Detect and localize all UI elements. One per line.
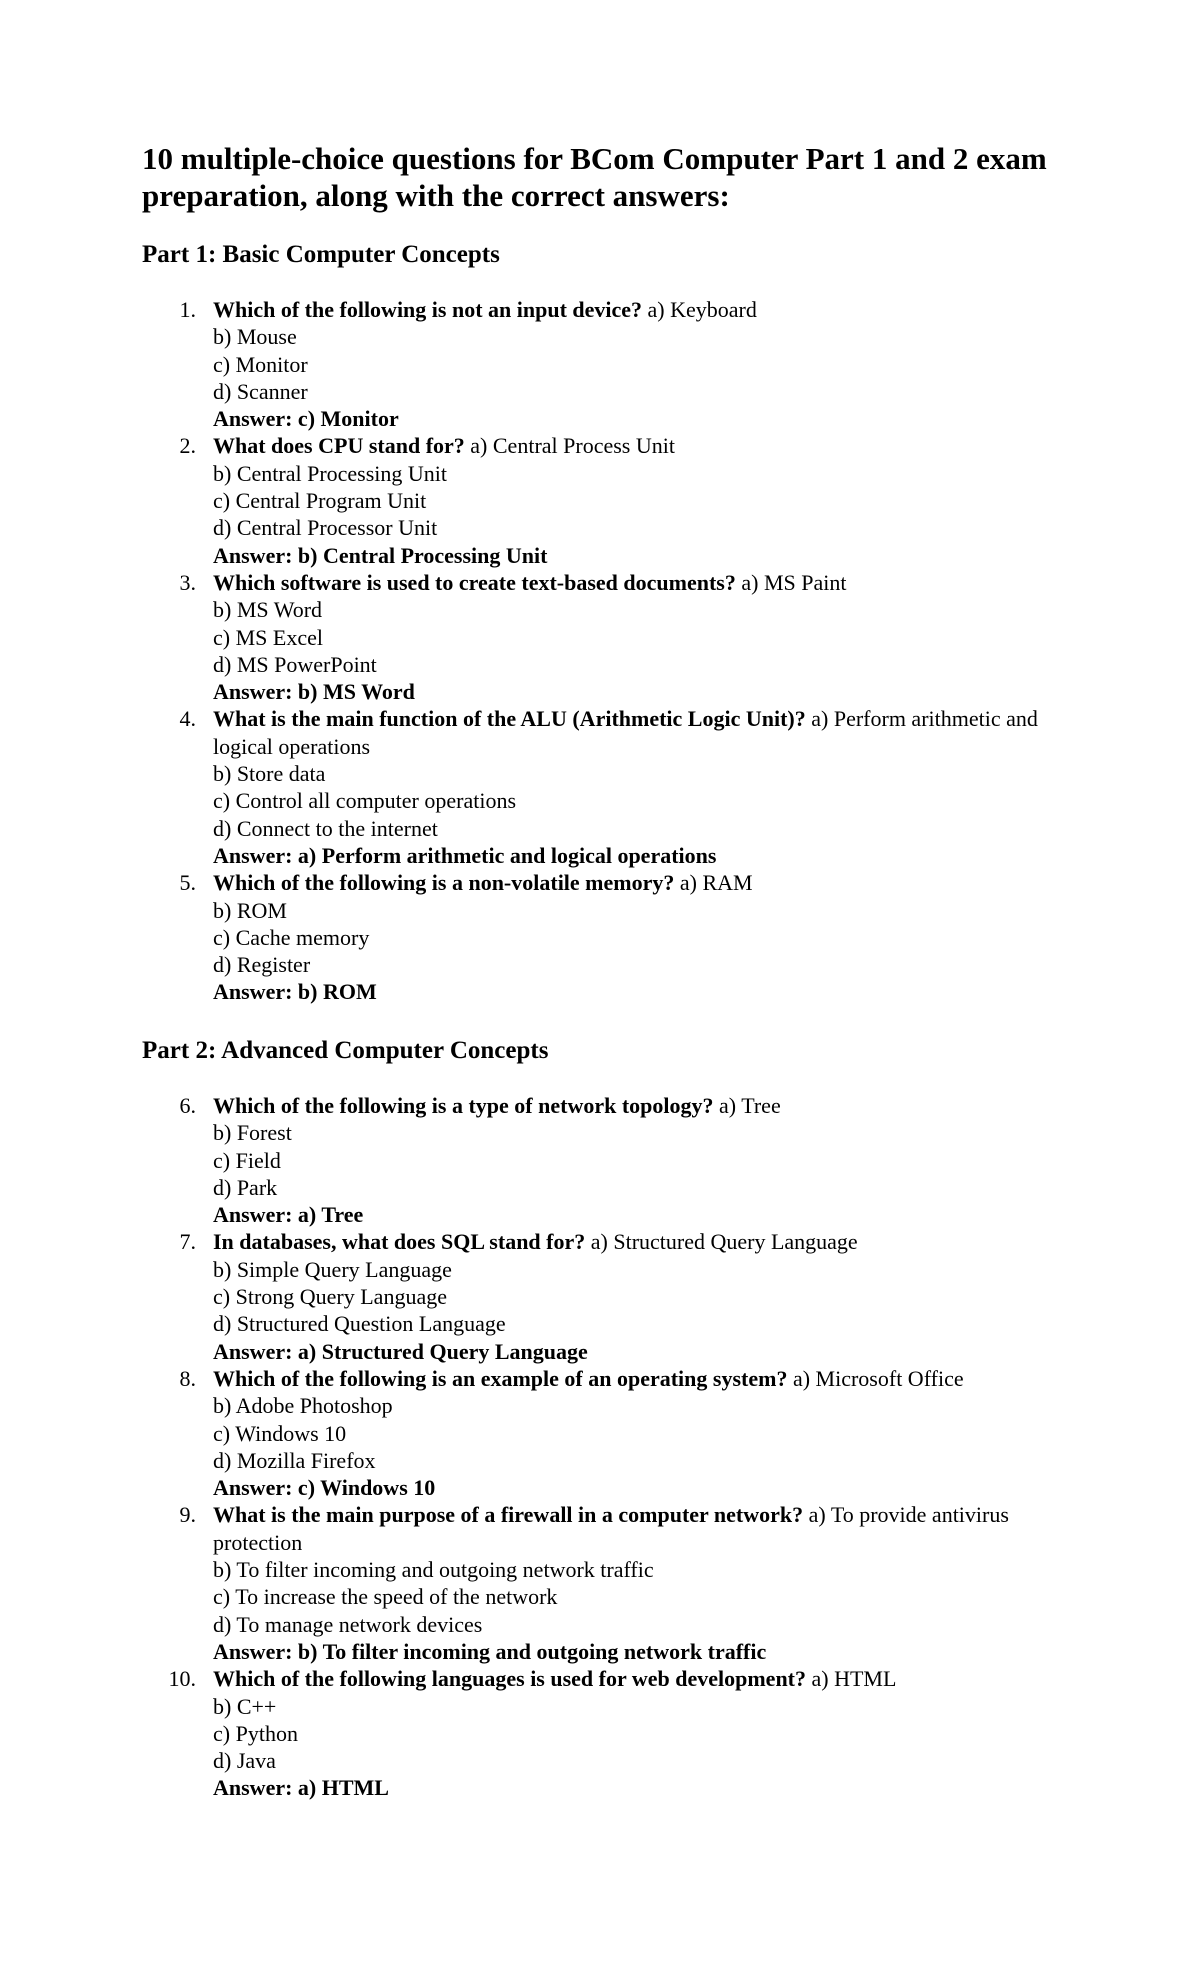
question-number: 3.: [179, 569, 196, 595]
option-a: a) To provide antivirus protection: [213, 1502, 1009, 1555]
question-text: Which of the following is a type of network topology?: [213, 1093, 714, 1118]
option-d: d) Park: [213, 1174, 278, 1200]
question-item: [142, 569, 1102, 705]
option-b: b) ROM: [213, 897, 287, 923]
option-a: a) MS Paint: [741, 569, 847, 595]
document-title: 10 multiple-choice questions for BCom Computer Part 1 and 2 exam preparation, along with the correct answers:: [142, 141, 1047, 213]
answer: Answer: a) Perform arithmetic and logical operations: [213, 842, 717, 868]
answer: Answer: a) Tree: [213, 1202, 364, 1228]
option-c: c) Control all computer operations: [213, 788, 517, 814]
option-d: d) Scanner: [213, 378, 308, 404]
option-d: d) Register: [213, 952, 311, 978]
option-d: d) Structured Question Language: [213, 1311, 506, 1337]
question-item: [142, 1228, 1102, 1364]
option-d: d) MS PowerPoint: [213, 651, 377, 677]
option-a: a) Microsoft Office: [792, 1365, 964, 1391]
answer: Answer: c) Windows 10: [213, 1475, 436, 1501]
answer: Answer: b) To filter incoming and outgoing network traffic: [213, 1638, 767, 1664]
option-a: a) HTML: [811, 1666, 897, 1692]
question-text: Which of the following is a non-volatile memory?: [213, 870, 675, 896]
question-number: 4.: [179, 706, 196, 732]
option-b: b) Central Processing Unit: [213, 460, 448, 486]
option-a: a) Perform arithmetic and logical operations: [213, 706, 1038, 759]
question-text: In databases, what does SQL stand for?: [213, 1229, 586, 1255]
option-b: b) To filter incoming and outgoing network traffic: [213, 1557, 654, 1583]
option-d: d) Mozilla Firefox: [213, 1447, 376, 1473]
question-item: [142, 1665, 1102, 1801]
question-number: 5.: [179, 870, 196, 896]
question-item: [142, 1365, 1102, 1501]
option-c: c) Windows 10: [213, 1420, 347, 1446]
option-c: c) Monitor: [213, 351, 308, 377]
question-text: Which of the following languages is used for web development?: [213, 1666, 807, 1692]
question-text: Which of the following is not an input device?: [213, 297, 643, 322]
option-c: c) Cache memory: [213, 924, 370, 950]
question-text: Which of the following is an example of an operating system?: [213, 1365, 788, 1391]
option-b: b) Store data: [213, 761, 326, 787]
question-number: 1.: [179, 297, 196, 322]
option-b: b) MS Word: [213, 597, 323, 623]
question-item: [142, 705, 1102, 869]
option-d: d) To manage network devices: [213, 1611, 483, 1637]
option-c: c) Python: [213, 1720, 298, 1746]
option-b: b) Forest: [213, 1120, 292, 1146]
option-a: a) Structured Query Language: [590, 1229, 858, 1255]
question-item: [142, 869, 1102, 1005]
question-text: What does CPU stand for?: [213, 433, 465, 459]
option-c: c) Strong Query Language: [213, 1284, 447, 1310]
section-heading: Part 2: Advanced Computer Concepts: [142, 1037, 549, 1064]
section-part-2: [142, 1036, 1102, 1802]
section-heading: Part 1: Basic Computer Concepts: [142, 241, 500, 268]
option-d: d) Central Processor Unit: [213, 515, 438, 541]
option-a: a) Keyboard: [647, 297, 757, 322]
question-number: 10.: [168, 1666, 196, 1692]
option-c: c) Central Program Unit: [213, 488, 427, 514]
question-item: [142, 1501, 1102, 1665]
question-number: 7.: [179, 1229, 196, 1255]
question-number: 2.: [179, 433, 196, 459]
answer: Answer: b) Central Processing Unit: [213, 542, 548, 568]
question-text: What is the main function of the ALU (Arithmetic Logic Unit)?: [213, 706, 806, 732]
answer: Answer: b) ROM: [213, 979, 377, 1005]
option-c: c) To increase the speed of the network: [213, 1584, 558, 1610]
answer: Answer: a) HTML: [213, 1775, 389, 1801]
question-item: [142, 1092, 1102, 1228]
option-c: c) Field: [213, 1147, 281, 1173]
question-item: [142, 296, 1102, 432]
question-number: 9.: [179, 1502, 196, 1528]
option-b: b) Mouse: [213, 324, 297, 350]
option-b: b) C++: [213, 1693, 277, 1719]
section-part-1: [142, 240, 1102, 1006]
option-d: d) Connect to the internet: [213, 815, 438, 841]
question-item: [142, 432, 1102, 568]
question-number: 6.: [179, 1093, 196, 1118]
answer: Answer: b) MS Word: [213, 679, 415, 705]
question-text: What is the main purpose of a firewall in a computer network?: [213, 1502, 804, 1528]
question-text: Which software is used to create text-based documents?: [213, 569, 736, 595]
question-list: [142, 296, 1102, 1006]
option-b: b) Simple Query Language: [213, 1256, 452, 1282]
option-c: c) MS Excel: [213, 624, 323, 650]
question-number: 8.: [179, 1365, 196, 1391]
question-list: [142, 1092, 1102, 1802]
option-b: b) Adobe Photoshop: [213, 1393, 393, 1419]
option-a: a) Tree: [719, 1093, 781, 1118]
option-a: a) Central Process Unit: [470, 433, 675, 459]
option-a: a) RAM: [679, 870, 753, 896]
answer: Answer: c) Monitor: [213, 406, 399, 432]
answer: Answer: a) Structured Query Language: [213, 1338, 588, 1364]
option-d: d) Java: [213, 1748, 276, 1774]
